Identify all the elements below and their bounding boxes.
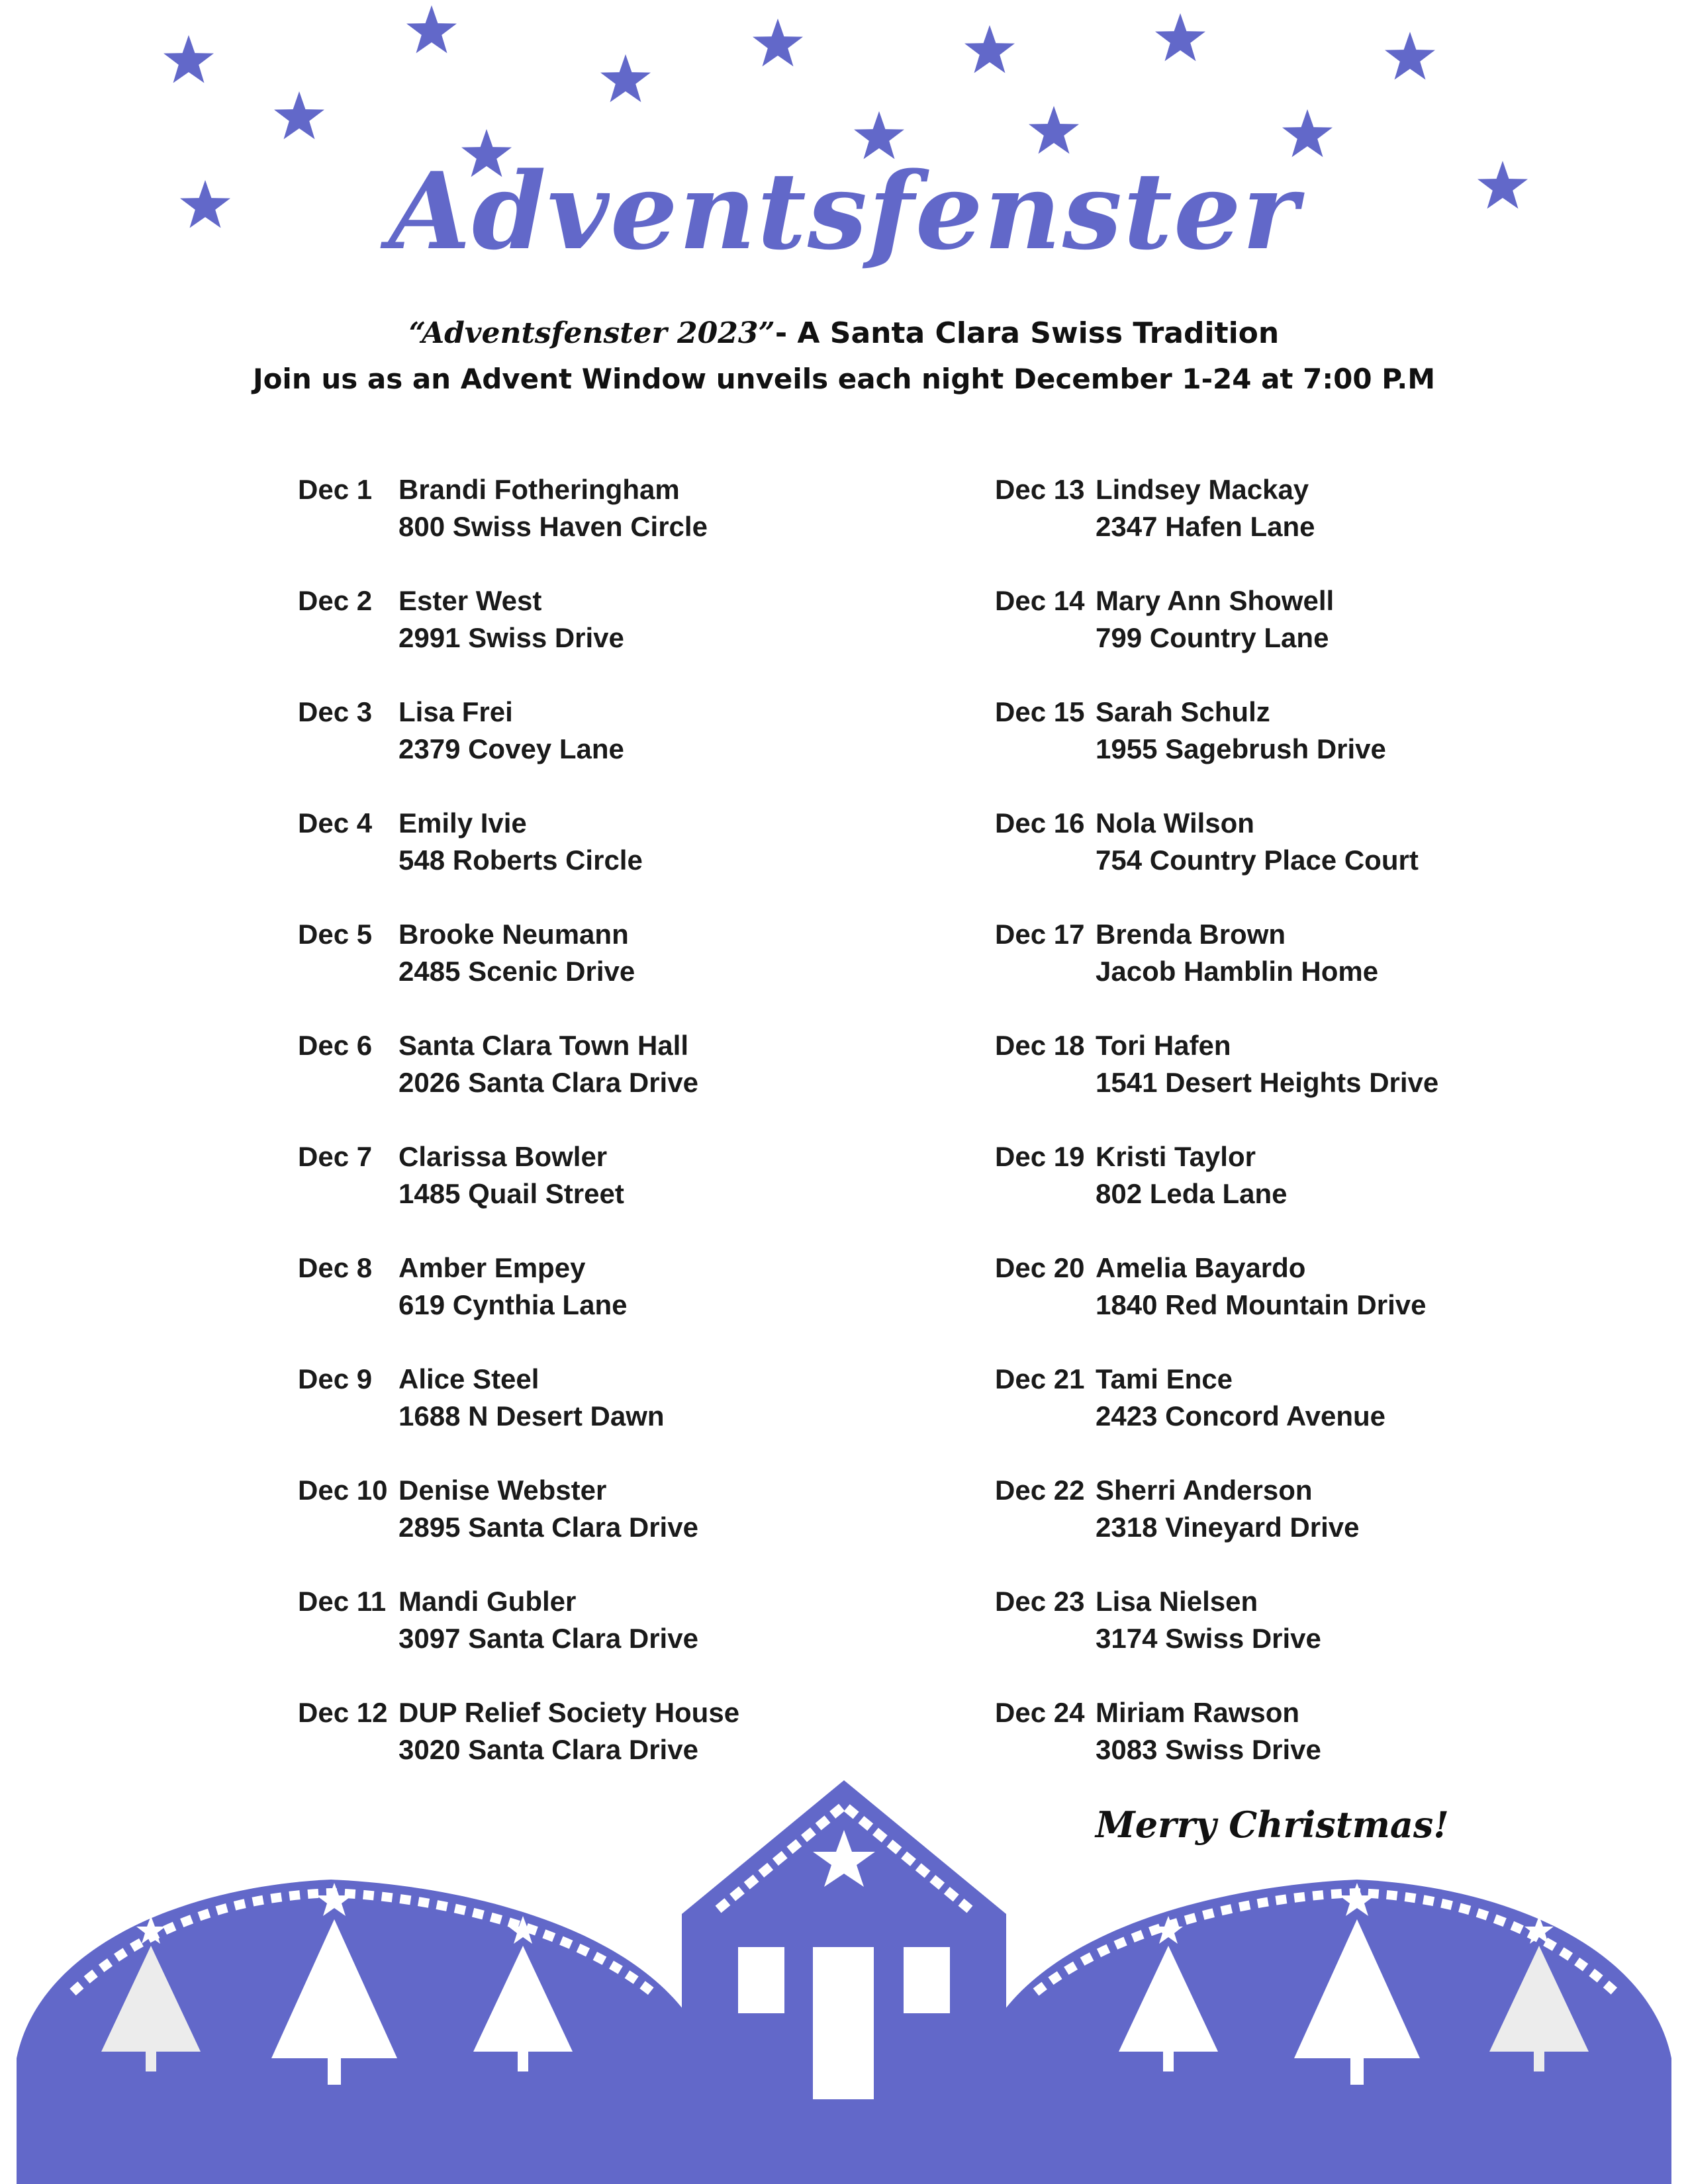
schedule-entry (995, 471, 1657, 582)
star-icon (600, 54, 651, 102)
entry-host: Denise Webster (399, 1475, 607, 1506)
entry-date: Dec 18 (995, 1030, 1085, 1061)
schedule-entry (298, 1027, 960, 1138)
entry-host: Kristi Taylor (1096, 1141, 1256, 1172)
entry-date: Dec 22 (995, 1475, 1085, 1506)
entry-host: DUP Relief Society House (399, 1697, 740, 1728)
schedule-entry (298, 471, 960, 582)
entry-host: Lisa Frei (399, 696, 513, 727)
entry-date: Dec 15 (995, 696, 1085, 727)
entry-address: 619 Cynthia Lane (399, 1289, 628, 1320)
entry-address: 1955 Sagebrush Drive (1096, 733, 1386, 764)
entry-date: Dec 24 (995, 1697, 1085, 1728)
entry-host: Santa Clara Town Hall (399, 1030, 688, 1061)
star-icon (1155, 13, 1205, 61)
entry-address: 799 Country Lane (1096, 622, 1329, 653)
entry-address: 2485 Scenic Drive (399, 956, 635, 987)
entry-date: Dec 2 (298, 585, 373, 616)
entry-host: Lisa Nielsen (1096, 1586, 1258, 1617)
schedule-entry (995, 582, 1657, 694)
entry-address: 2991 Swiss Drive (399, 622, 624, 653)
entry-date: Dec 1 (298, 474, 373, 505)
entry-date: Dec 8 (298, 1252, 373, 1283)
entry-date: Dec 16 (995, 807, 1085, 839)
entry-address: 1485 Quail Street (399, 1178, 624, 1209)
entry-host: Ester West (399, 585, 542, 616)
star-icon (274, 91, 324, 139)
entry-address: 548 Roberts Circle (399, 844, 643, 876)
schedule-entry (995, 694, 1657, 805)
schedule-entry (298, 582, 960, 694)
entry-date: Dec 11 (298, 1586, 387, 1617)
schedule-entry (298, 805, 960, 916)
star-icon (1029, 106, 1079, 154)
event-tagline: Join us as an Advent Window unveils each night December 1-24 at 7:00 P.M (252, 363, 1436, 395)
entry-host: Brandi Fotheringham (399, 474, 680, 505)
schedule-entry (995, 1472, 1657, 1583)
entry-host: Miriam Rawson (1096, 1697, 1300, 1728)
schedule-entry (995, 1583, 1657, 1694)
entry-host: Brooke Neumann (399, 919, 629, 950)
star-icon (164, 35, 214, 83)
schedule-entry (298, 694, 960, 805)
entry-address: 2379 Covey Lane (399, 733, 624, 764)
schedule-column-left (298, 471, 960, 1805)
schedule-entry (298, 1472, 960, 1583)
schedule-entry (995, 1250, 1657, 1361)
entry-address: 754 Country Place Court (1096, 844, 1419, 876)
page-title: Adventsfenster (388, 149, 1300, 273)
entry-address: 802 Leda Lane (1096, 1178, 1288, 1209)
entry-host: Amelia Bayardo (1096, 1252, 1306, 1283)
entry-address: 2026 Santa Clara Drive (399, 1067, 698, 1098)
entry-address: 3083 Swiss Drive (1096, 1734, 1321, 1765)
entry-address: 2423 Concord Avenue (1096, 1400, 1386, 1432)
entry-address: 1541 Desert Heights Drive (1096, 1067, 1439, 1098)
swiss-house-icon (682, 1780, 1006, 2184)
schedule-entry (298, 1583, 960, 1694)
entry-date: Dec 17 (995, 919, 1085, 950)
entry-date: Dec 13 (995, 474, 1085, 505)
entry-date: Dec 4 (298, 807, 373, 839)
entry-address: Jacob Hamblin Home (1096, 956, 1379, 987)
entry-host: Nola Wilson (1096, 807, 1254, 839)
entry-date: Dec 20 (995, 1252, 1085, 1283)
entry-date: Dec 10 (298, 1475, 388, 1506)
entry-address: 3174 Swiss Drive (1096, 1623, 1321, 1654)
entry-date: Dec 5 (298, 919, 373, 950)
entry-date: Dec 3 (298, 696, 373, 727)
event-name: “Adventsfenster 2023” (408, 316, 775, 350)
entry-date: Dec 19 (995, 1141, 1085, 1172)
entry-host: Tori Hafen (1096, 1030, 1231, 1061)
event-subtitle (0, 316, 1688, 350)
entry-host: Tami Ence (1096, 1363, 1233, 1394)
star-icon (1385, 32, 1435, 79)
entry-address: 1840 Red Mountain Drive (1096, 1289, 1427, 1320)
entry-address: 2318 Vineyard Drive (1096, 1512, 1360, 1543)
village-scene-decoration (0, 1774, 1688, 2184)
entry-host: Mary Ann Showell (1096, 585, 1335, 616)
schedule-entry (995, 805, 1657, 916)
closing-greeting: Merry Christmas! (1096, 1803, 1449, 1846)
schedule-entry (995, 1027, 1657, 1138)
entry-host: Alice Steel (399, 1363, 539, 1394)
entry-host: Sarah Schulz (1096, 696, 1270, 727)
entry-date: Dec 14 (995, 585, 1085, 616)
entry-host: Amber Empey (399, 1252, 586, 1283)
entry-date: Dec 12 (298, 1697, 388, 1728)
schedule-entry (995, 1138, 1657, 1250)
entry-address: 2347 Hafen Lane (1096, 511, 1315, 542)
entry-address: 3020 Santa Clara Drive (399, 1734, 698, 1765)
schedule-entry (298, 1138, 960, 1250)
entry-date: Dec 23 (995, 1586, 1085, 1617)
entry-date: Dec 9 (298, 1363, 373, 1394)
star-icon (406, 5, 457, 53)
schedule-entry (298, 1361, 960, 1472)
entry-date: Dec 7 (298, 1141, 373, 1172)
entry-host: Lindsey Mackay (1096, 474, 1309, 505)
schedule-entry (298, 916, 960, 1027)
entry-host: Emily Ivie (399, 807, 527, 839)
star-icon (753, 19, 803, 66)
entry-address: 800 Swiss Haven Circle (399, 511, 708, 542)
entry-date: Dec 6 (298, 1030, 373, 1061)
schedule-column-right (995, 471, 1657, 1805)
star-icon (964, 25, 1015, 73)
entry-address: 2895 Santa Clara Drive (399, 1512, 698, 1543)
entry-address: 1688 N Desert Dawn (399, 1400, 665, 1432)
schedule-entry (995, 916, 1657, 1027)
entry-host: Mandi Gubler (399, 1586, 577, 1617)
entry-date: Dec 21 (995, 1363, 1085, 1394)
entry-address: 3097 Santa Clara Drive (399, 1623, 698, 1654)
entry-host: Sherri Anderson (1096, 1475, 1313, 1506)
schedule-entry (995, 1361, 1657, 1472)
schedule-entry (298, 1250, 960, 1361)
entry-host: Clarissa Bowler (399, 1141, 608, 1172)
entry-host: Brenda Brown (1096, 919, 1286, 950)
event-description: - A Santa Clara Swiss Tradition (774, 316, 1280, 350)
